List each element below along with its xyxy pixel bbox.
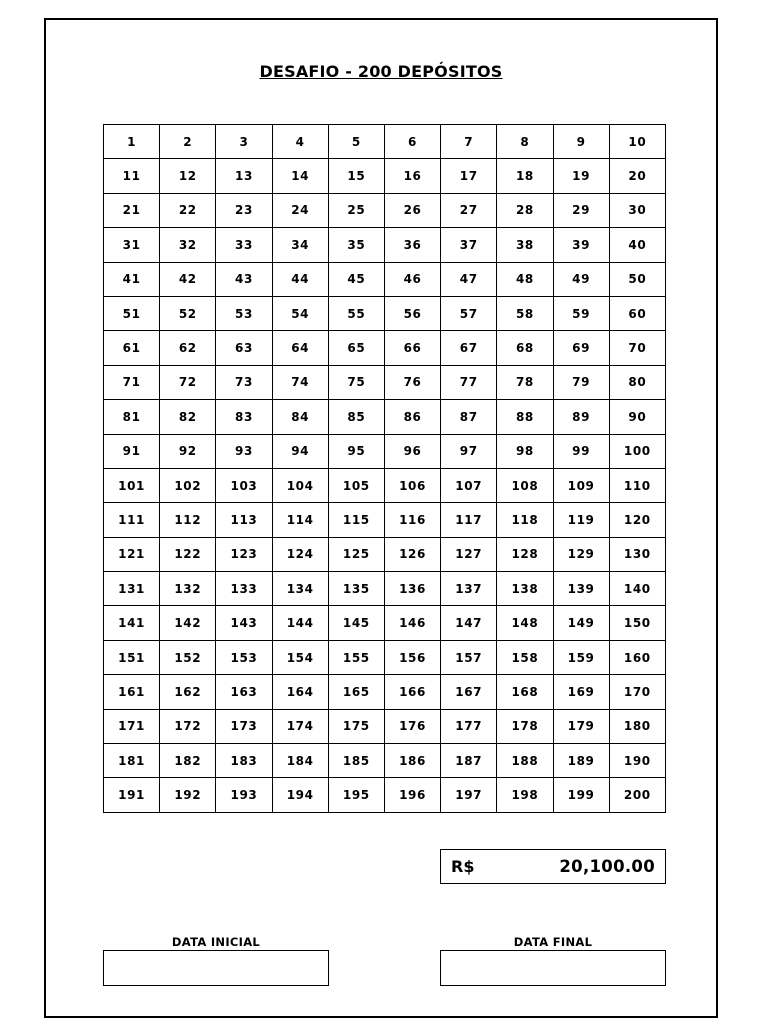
deposit-cell[interactable]: 111 bbox=[104, 503, 160, 537]
deposit-cell[interactable]: 134 bbox=[272, 572, 328, 606]
deposit-cell[interactable]: 124 bbox=[272, 537, 328, 571]
deposit-cell[interactable]: 99 bbox=[553, 434, 609, 468]
deposit-cell[interactable]: 133 bbox=[216, 572, 272, 606]
deposit-cell[interactable]: 51 bbox=[104, 296, 160, 330]
deposit-cell[interactable]: 197 bbox=[441, 778, 497, 812]
deposit-cell[interactable]: 89 bbox=[553, 400, 609, 434]
deposit-cell[interactable]: 172 bbox=[160, 709, 216, 743]
deposit-cell[interactable]: 41 bbox=[104, 262, 160, 296]
deposit-cell[interactable]: 178 bbox=[497, 709, 553, 743]
deposit-cell[interactable]: 149 bbox=[553, 606, 609, 640]
deposit-cell[interactable]: 141 bbox=[104, 606, 160, 640]
deposit-cell[interactable]: 60 bbox=[609, 296, 665, 330]
deposit-cell[interactable]: 15 bbox=[328, 159, 384, 193]
deposit-cell[interactable]: 104 bbox=[272, 468, 328, 502]
deposit-cell[interactable]: 64 bbox=[272, 331, 328, 365]
deposit-cell[interactable]: 98 bbox=[497, 434, 553, 468]
deposit-cell[interactable]: 105 bbox=[328, 468, 384, 502]
end-date-label: DATA FINAL bbox=[513, 935, 593, 949]
deposit-cell[interactable]: 92 bbox=[160, 434, 216, 468]
grid-row bbox=[104, 468, 666, 502]
deposit-cell[interactable]: 30 bbox=[609, 193, 665, 227]
deposit-cell[interactable]: 151 bbox=[104, 640, 160, 674]
deposit-cell[interactable]: 198 bbox=[497, 778, 553, 812]
deposit-cell[interactable]: 52 bbox=[160, 296, 216, 330]
deposit-cell[interactable]: 180 bbox=[609, 709, 665, 743]
deposit-cell[interactable]: 102 bbox=[160, 468, 216, 502]
deposit-cell[interactable]: 103 bbox=[216, 468, 272, 502]
deposit-cell[interactable]: 131 bbox=[104, 572, 160, 606]
deposit-cell[interactable]: 199 bbox=[553, 778, 609, 812]
deposit-cell[interactable]: 110 bbox=[609, 468, 665, 502]
deposit-cell[interactable]: 115 bbox=[328, 503, 384, 537]
deposit-cell[interactable]: 85 bbox=[328, 400, 384, 434]
deposit-cell[interactable]: 135 bbox=[328, 572, 384, 606]
deposit-cell[interactable]: 137 bbox=[441, 572, 497, 606]
deposit-cell[interactable]: 54 bbox=[272, 296, 328, 330]
grid-row bbox=[104, 675, 666, 709]
deposit-cell[interactable]: 27 bbox=[441, 193, 497, 227]
deposit-cell[interactable]: 176 bbox=[384, 709, 440, 743]
deposit-cell[interactable]: 123 bbox=[216, 537, 272, 571]
deposit-cell[interactable]: 29 bbox=[553, 193, 609, 227]
deposit-cell[interactable]: 167 bbox=[441, 675, 497, 709]
deposit-cell[interactable]: 4 bbox=[272, 125, 328, 159]
deposit-cell[interactable]: 117 bbox=[441, 503, 497, 537]
deposit-cell[interactable]: 74 bbox=[272, 365, 328, 399]
deposit-cell[interactable]: 81 bbox=[104, 400, 160, 434]
deposit-cell[interactable]: 189 bbox=[553, 744, 609, 778]
deposit-cell[interactable]: 22 bbox=[160, 193, 216, 227]
deposit-cell[interactable]: 195 bbox=[328, 778, 384, 812]
deposit-cell[interactable]: 88 bbox=[497, 400, 553, 434]
deposit-cell[interactable]: 183 bbox=[216, 744, 272, 778]
deposit-cell[interactable]: 10 bbox=[609, 125, 665, 159]
deposit-cell[interactable]: 94 bbox=[272, 434, 328, 468]
deposit-cell[interactable]: 1 bbox=[104, 125, 160, 159]
deposit-cell[interactable]: 80 bbox=[609, 365, 665, 399]
deposit-cell[interactable]: 44 bbox=[272, 262, 328, 296]
start-date-label: DATA INICIAL bbox=[171, 935, 261, 949]
deposit-cell[interactable]: 177 bbox=[441, 709, 497, 743]
deposit-cell[interactable]: 63 bbox=[216, 331, 272, 365]
deposit-cell[interactable]: 8 bbox=[497, 125, 553, 159]
deposit-cell[interactable]: 93 bbox=[216, 434, 272, 468]
deposit-cell[interactable]: 71 bbox=[104, 365, 160, 399]
grid-row bbox=[104, 434, 666, 468]
grid-row bbox=[104, 640, 666, 674]
deposit-cell[interactable]: 48 bbox=[497, 262, 553, 296]
grid-row bbox=[104, 400, 666, 434]
deposit-cell[interactable]: 129 bbox=[553, 537, 609, 571]
deposit-cell[interactable]: 112 bbox=[160, 503, 216, 537]
deposit-cell[interactable]: 39 bbox=[553, 228, 609, 262]
deposit-cell[interactable]: 14 bbox=[272, 159, 328, 193]
deposit-cell[interactable]: 145 bbox=[328, 606, 384, 640]
grid-row bbox=[104, 296, 666, 330]
deposit-cell[interactable]: 45 bbox=[328, 262, 384, 296]
deposit-cell[interactable]: 68 bbox=[497, 331, 553, 365]
deposit-cell[interactable]: 73 bbox=[216, 365, 272, 399]
deposit-cell[interactable]: 193 bbox=[216, 778, 272, 812]
deposit-cell[interactable]: 25 bbox=[328, 193, 384, 227]
grid-row bbox=[104, 709, 666, 743]
grid-row bbox=[104, 572, 666, 606]
deposit-cell[interactable]: 147 bbox=[441, 606, 497, 640]
deposit-cell[interactable]: 34 bbox=[272, 228, 328, 262]
deposit-cell[interactable]: 159 bbox=[553, 640, 609, 674]
deposit-cell[interactable]: 156 bbox=[384, 640, 440, 674]
deposit-cell[interactable]: 3 bbox=[216, 125, 272, 159]
deposit-cell[interactable]: 82 bbox=[160, 400, 216, 434]
deposit-cell[interactable]: 20 bbox=[609, 159, 665, 193]
deposit-cell[interactable]: 142 bbox=[160, 606, 216, 640]
deposit-cell[interactable]: 162 bbox=[160, 675, 216, 709]
deposit-cell[interactable]: 56 bbox=[384, 296, 440, 330]
deposit-cell[interactable]: 168 bbox=[497, 675, 553, 709]
deposit-cell[interactable]: 6 bbox=[384, 125, 440, 159]
deposit-cell[interactable]: 108 bbox=[497, 468, 553, 502]
deposit-cell[interactable]: 69 bbox=[553, 331, 609, 365]
deposit-cell[interactable]: 163 bbox=[216, 675, 272, 709]
deposit-cell[interactable]: 87 bbox=[441, 400, 497, 434]
deposit-cell[interactable]: 138 bbox=[497, 572, 553, 606]
deposit-cell[interactable]: 61 bbox=[104, 331, 160, 365]
grid-row bbox=[104, 262, 666, 296]
deposit-cell[interactable]: 185 bbox=[328, 744, 384, 778]
currency-label: R$ bbox=[451, 857, 475, 876]
deposit-cell[interactable]: 148 bbox=[497, 606, 553, 640]
deposit-cell[interactable]: 143 bbox=[216, 606, 272, 640]
deposit-cell[interactable]: 57 bbox=[441, 296, 497, 330]
deposit-cell[interactable]: 121 bbox=[104, 537, 160, 571]
deposit-cell[interactable]: 187 bbox=[441, 744, 497, 778]
deposit-cell[interactable]: 161 bbox=[104, 675, 160, 709]
grid-row bbox=[104, 606, 666, 640]
deposit-cell[interactable]: 191 bbox=[104, 778, 160, 812]
deposit-cell[interactable]: 120 bbox=[609, 503, 665, 537]
grid-row bbox=[104, 537, 666, 571]
deposit-cell[interactable]: 79 bbox=[553, 365, 609, 399]
deposit-cell[interactable]: 174 bbox=[272, 709, 328, 743]
deposit-cell[interactable]: 119 bbox=[553, 503, 609, 537]
deposit-cell[interactable]: 171 bbox=[104, 709, 160, 743]
deposit-cell[interactable]: 42 bbox=[160, 262, 216, 296]
deposit-cell[interactable]: 194 bbox=[272, 778, 328, 812]
deposit-cell[interactable]: 144 bbox=[272, 606, 328, 640]
deposit-grid bbox=[103, 124, 666, 813]
deposit-cell[interactable]: 96 bbox=[384, 434, 440, 468]
deposit-cell[interactable]: 160 bbox=[609, 640, 665, 674]
deposit-cell[interactable]: 173 bbox=[216, 709, 272, 743]
deposit-cell[interactable]: 28 bbox=[497, 193, 553, 227]
deposit-cell[interactable]: 136 bbox=[384, 572, 440, 606]
deposit-cell[interactable]: 18 bbox=[497, 159, 553, 193]
deposit-cell[interactable]: 78 bbox=[497, 365, 553, 399]
deposit-cell[interactable]: 37 bbox=[441, 228, 497, 262]
grid-row bbox=[104, 228, 666, 262]
deposit-cell[interactable]: 150 bbox=[609, 606, 665, 640]
deposit-cell[interactable]: 76 bbox=[384, 365, 440, 399]
deposit-cell[interactable]: 86 bbox=[384, 400, 440, 434]
deposit-cell[interactable]: 118 bbox=[497, 503, 553, 537]
deposit-cell[interactable]: 196 bbox=[384, 778, 440, 812]
deposit-cell[interactable]: 140 bbox=[609, 572, 665, 606]
deposit-cell[interactable]: 72 bbox=[160, 365, 216, 399]
grid-row bbox=[104, 159, 666, 193]
grid-row bbox=[104, 744, 666, 778]
deposit-cell[interactable]: 192 bbox=[160, 778, 216, 812]
deposit-cell[interactable]: 166 bbox=[384, 675, 440, 709]
deposit-cell[interactable]: 181 bbox=[104, 744, 160, 778]
deposit-cell[interactable]: 75 bbox=[328, 365, 384, 399]
deposit-cell[interactable]: 11 bbox=[104, 159, 160, 193]
deposit-cell[interactable]: 65 bbox=[328, 331, 384, 365]
deposit-cell[interactable]: 58 bbox=[497, 296, 553, 330]
deposit-cell[interactable]: 16 bbox=[384, 159, 440, 193]
deposit-cell[interactable]: 127 bbox=[441, 537, 497, 571]
deposit-cell[interactable]: 26 bbox=[384, 193, 440, 227]
grid-row bbox=[104, 365, 666, 399]
deposit-cell[interactable]: 200 bbox=[609, 778, 665, 812]
deposit-cell[interactable]: 175 bbox=[328, 709, 384, 743]
deposit-cell[interactable]: 70 bbox=[609, 331, 665, 365]
deposit-cell[interactable]: 139 bbox=[553, 572, 609, 606]
deposit-cell[interactable]: 122 bbox=[160, 537, 216, 571]
deposit-cell[interactable]: 164 bbox=[272, 675, 328, 709]
grid-row bbox=[104, 503, 666, 537]
start-date-field[interactable] bbox=[103, 950, 329, 986]
deposit-cell[interactable]: 116 bbox=[384, 503, 440, 537]
deposit-cell[interactable]: 190 bbox=[609, 744, 665, 778]
deposit-cell[interactable]: 47 bbox=[441, 262, 497, 296]
deposit-cell[interactable]: 84 bbox=[272, 400, 328, 434]
deposit-cell[interactable]: 182 bbox=[160, 744, 216, 778]
deposit-cell[interactable]: 23 bbox=[216, 193, 272, 227]
end-date-field[interactable] bbox=[440, 950, 666, 986]
deposit-cell[interactable]: 113 bbox=[216, 503, 272, 537]
deposit-cell[interactable]: 155 bbox=[328, 640, 384, 674]
deposit-cell[interactable]: 125 bbox=[328, 537, 384, 571]
deposit-cell[interactable]: 59 bbox=[553, 296, 609, 330]
deposit-cell[interactable]: 165 bbox=[328, 675, 384, 709]
deposit-cell[interactable]: 146 bbox=[384, 606, 440, 640]
deposit-cell[interactable]: 13 bbox=[216, 159, 272, 193]
deposit-cell[interactable]: 66 bbox=[384, 331, 440, 365]
deposit-cell[interactable]: 179 bbox=[553, 709, 609, 743]
deposit-cell[interactable]: 19 bbox=[553, 159, 609, 193]
page-title: DESAFIO - 200 DEPÓSITOS bbox=[259, 62, 503, 81]
deposit-cell[interactable]: 152 bbox=[160, 640, 216, 674]
deposit-cell[interactable]: 55 bbox=[328, 296, 384, 330]
deposit-cell[interactable]: 107 bbox=[441, 468, 497, 502]
deposit-cell[interactable]: 9 bbox=[553, 125, 609, 159]
deposit-cell[interactable]: 128 bbox=[497, 537, 553, 571]
deposit-cell[interactable]: 2 bbox=[160, 125, 216, 159]
deposit-cell[interactable]: 83 bbox=[216, 400, 272, 434]
deposit-cell[interactable]: 106 bbox=[384, 468, 440, 502]
deposit-cell[interactable]: 157 bbox=[441, 640, 497, 674]
deposit-cell[interactable]: 62 bbox=[160, 331, 216, 365]
deposit-cell[interactable]: 100 bbox=[609, 434, 665, 468]
document-page bbox=[44, 18, 718, 1018]
grid-row bbox=[104, 778, 666, 812]
deposit-cell[interactable]: 114 bbox=[272, 503, 328, 537]
deposit-cell[interactable]: 101 bbox=[104, 468, 160, 502]
deposit-cell[interactable]: 169 bbox=[553, 675, 609, 709]
deposit-cell[interactable]: 17 bbox=[441, 159, 497, 193]
deposit-cell[interactable]: 188 bbox=[497, 744, 553, 778]
deposit-cell[interactable]: 38 bbox=[497, 228, 553, 262]
deposit-cell[interactable]: 90 bbox=[609, 400, 665, 434]
deposit-cell[interactable]: 154 bbox=[272, 640, 328, 674]
deposit-cell[interactable]: 91 bbox=[104, 434, 160, 468]
grid-row bbox=[104, 331, 666, 365]
deposit-cell[interactable]: 53 bbox=[216, 296, 272, 330]
deposit-cell[interactable]: 50 bbox=[609, 262, 665, 296]
deposit-cell[interactable]: 35 bbox=[328, 228, 384, 262]
deposit-cell[interactable]: 170 bbox=[609, 675, 665, 709]
deposit-cell[interactable]: 77 bbox=[441, 365, 497, 399]
deposit-cell[interactable]: 126 bbox=[384, 537, 440, 571]
deposit-cell[interactable]: 158 bbox=[497, 640, 553, 674]
deposit-cell[interactable]: 95 bbox=[328, 434, 384, 468]
total-amount: 20,100.00 bbox=[559, 857, 655, 876]
total-box bbox=[440, 849, 666, 884]
deposit-cell[interactable]: 5 bbox=[328, 125, 384, 159]
deposit-cell[interactable]: 132 bbox=[160, 572, 216, 606]
grid-row bbox=[104, 125, 666, 159]
deposit-cell[interactable]: 33 bbox=[216, 228, 272, 262]
deposit-cell[interactable]: 130 bbox=[609, 537, 665, 571]
grid-row bbox=[104, 193, 666, 227]
deposit-cell[interactable]: 12 bbox=[160, 159, 216, 193]
deposit-cell[interactable]: 43 bbox=[216, 262, 272, 296]
deposit-cell[interactable]: 49 bbox=[553, 262, 609, 296]
deposit-cell[interactable]: 21 bbox=[104, 193, 160, 227]
deposit-cell[interactable]: 97 bbox=[441, 434, 497, 468]
deposit-cell[interactable]: 67 bbox=[441, 331, 497, 365]
deposit-cell[interactable]: 153 bbox=[216, 640, 272, 674]
deposit-cell[interactable]: 46 bbox=[384, 262, 440, 296]
deposit-cell[interactable]: 40 bbox=[609, 228, 665, 262]
deposit-cell[interactable]: 184 bbox=[272, 744, 328, 778]
deposit-cell[interactable]: 186 bbox=[384, 744, 440, 778]
deposit-cell[interactable]: 36 bbox=[384, 228, 440, 262]
deposit-cell[interactable]: 24 bbox=[272, 193, 328, 227]
deposit-cell[interactable]: 31 bbox=[104, 228, 160, 262]
deposit-cell[interactable]: 7 bbox=[441, 125, 497, 159]
deposit-cell[interactable]: 32 bbox=[160, 228, 216, 262]
deposit-cell[interactable]: 109 bbox=[553, 468, 609, 502]
